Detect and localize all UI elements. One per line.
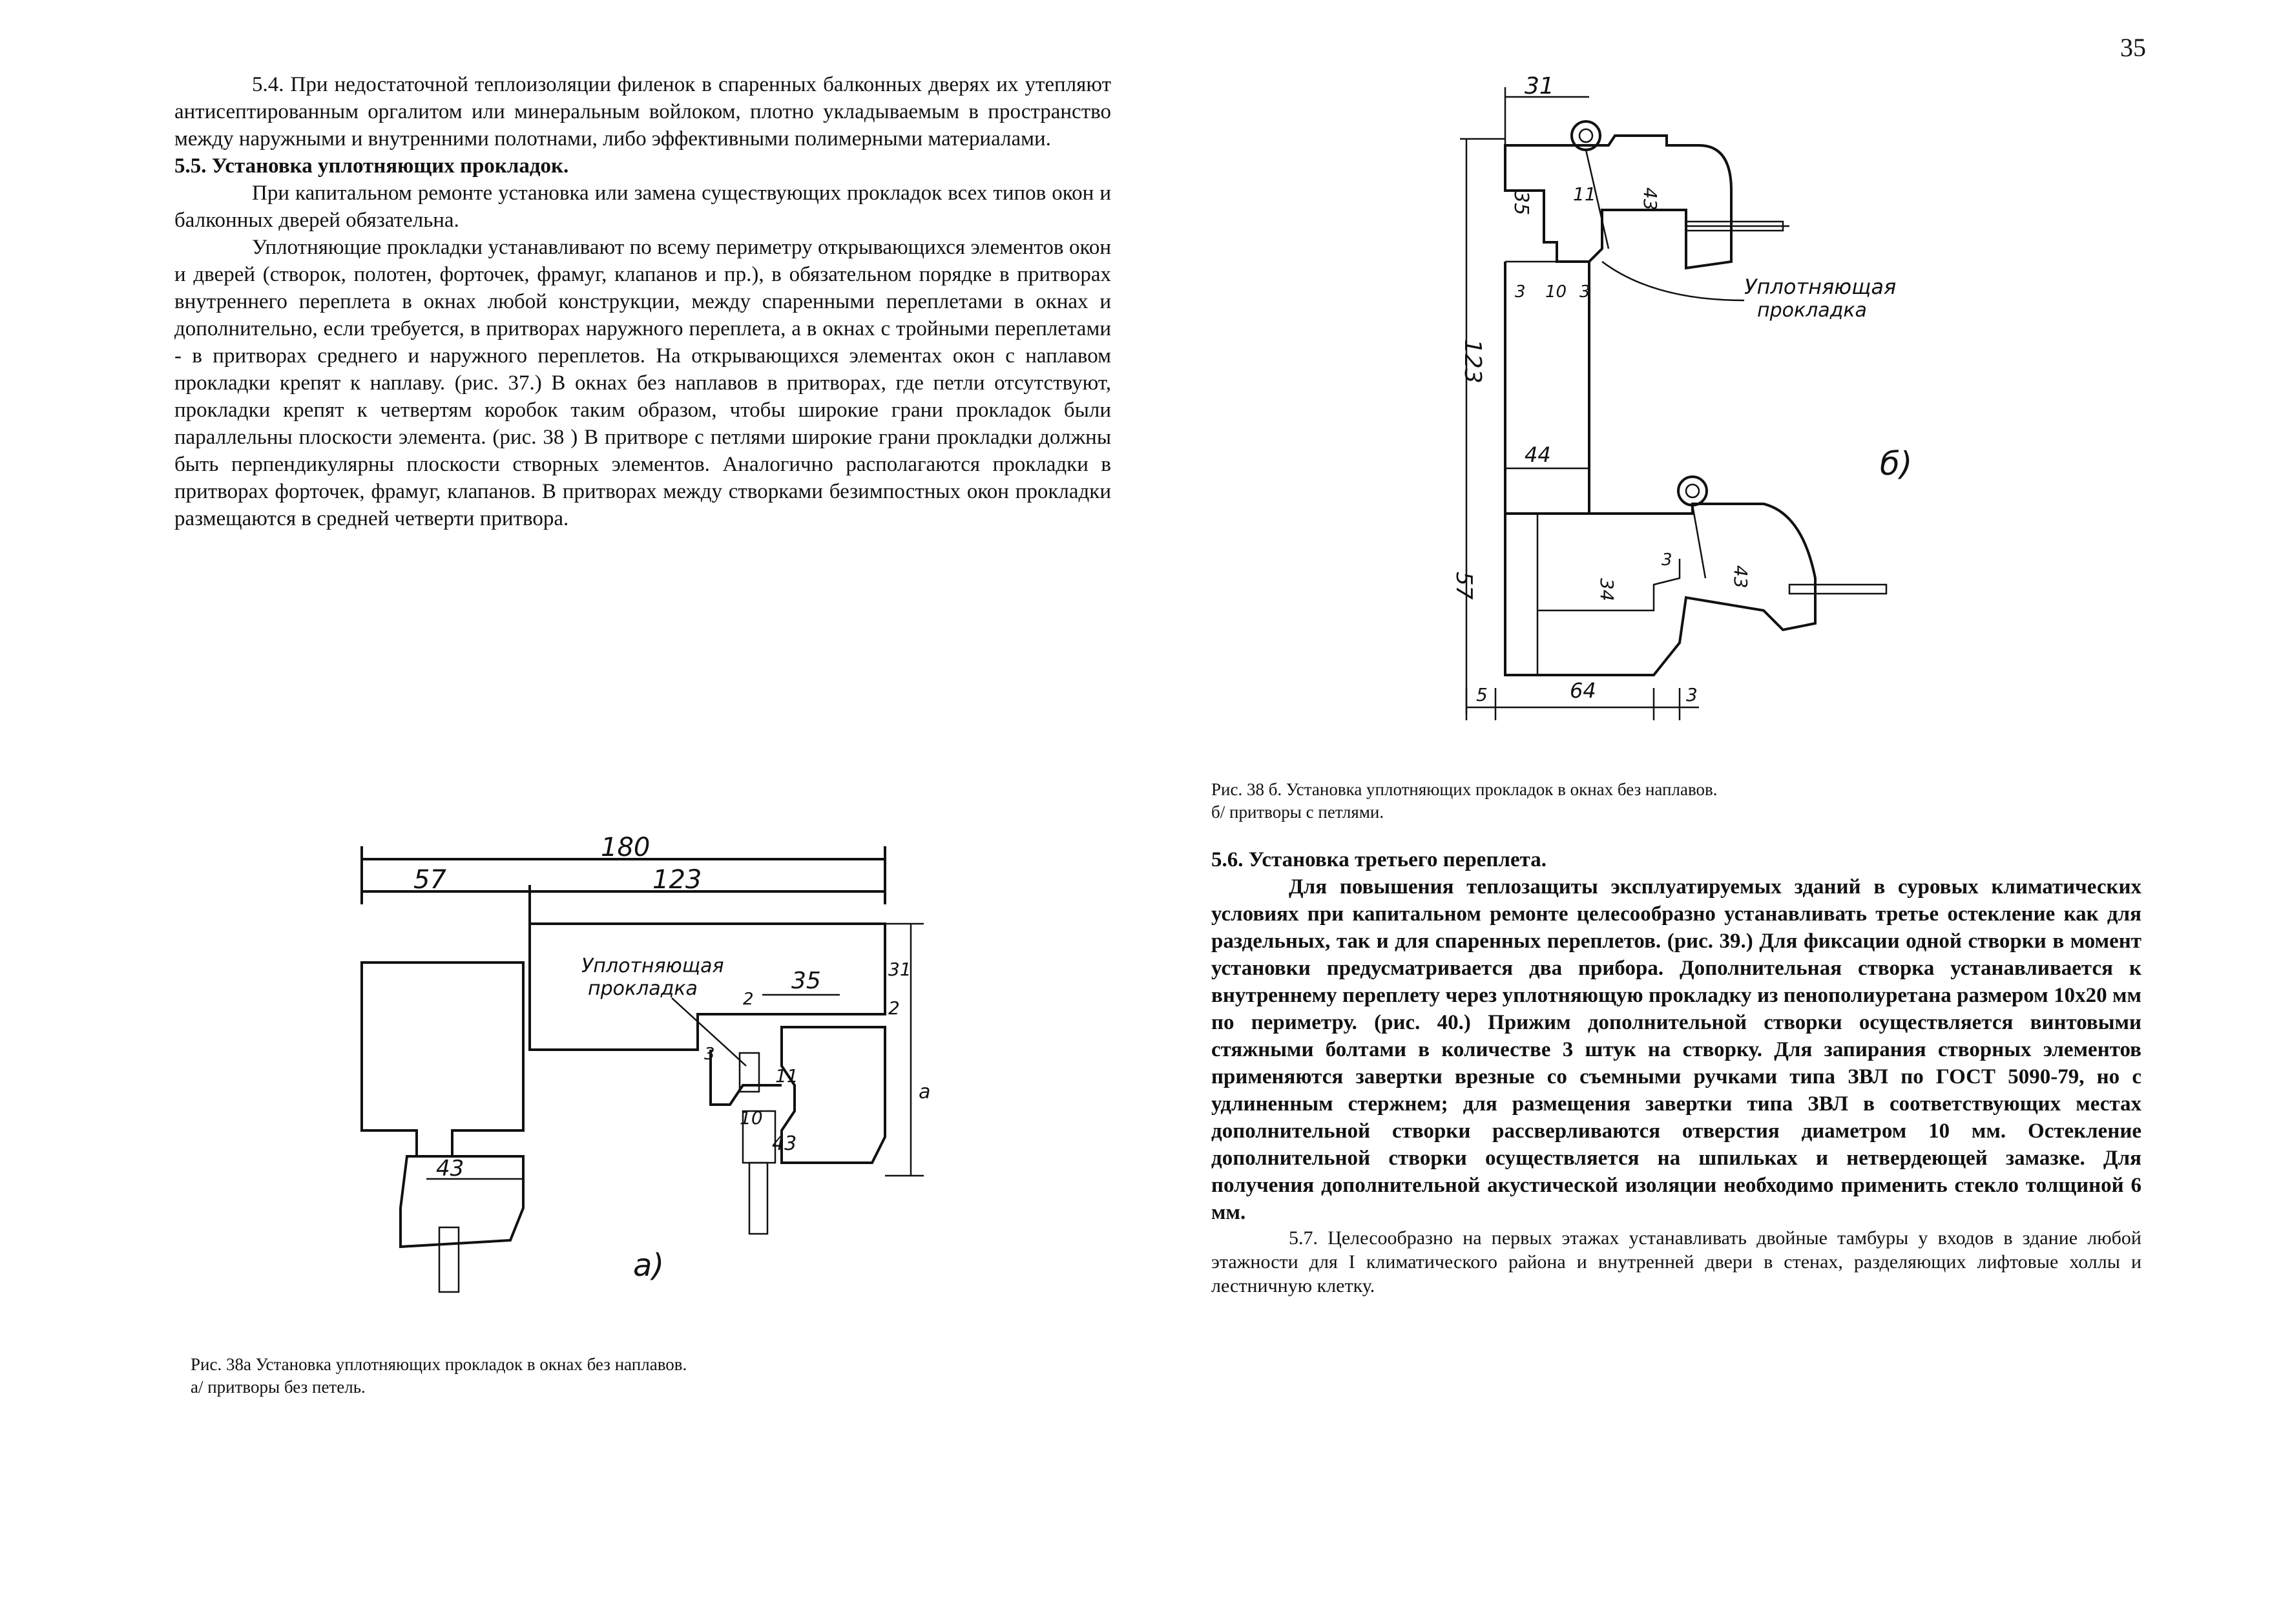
- figure-b-caption-line1: Рис. 38 б. Установка уплотняющих прокладок в окнах без наплавов.: [1211, 780, 1718, 799]
- seal-label-line1: Уплотняющая: [581, 955, 724, 977]
- dim-11-b: 11: [1573, 183, 1596, 205]
- dim-2-right: 2: [888, 997, 900, 1019]
- dim-3-left-b: 3: [1515, 282, 1526, 302]
- dim-a: a: [919, 1081, 931, 1103]
- figure-b-caption: [1211, 778, 2051, 824]
- page-number: 35: [2120, 33, 2146, 62]
- dim-3: 3: [704, 1045, 715, 1064]
- figure-a-caption-line1: Рис. 38а Установка уплотняющих прокладок в окнах без наплавов.: [191, 1355, 687, 1374]
- figure-a-letter: а): [633, 1247, 665, 1284]
- glass-right: [749, 1163, 767, 1234]
- dim-57: 57: [413, 865, 446, 895]
- dim-10: 10: [740, 1107, 763, 1129]
- seal-label-b-line1: Уплотняющая: [1744, 275, 1897, 299]
- dim-2: 2: [743, 990, 754, 1009]
- dim-5-b: 5: [1476, 684, 1488, 705]
- dim-43-right: 43: [772, 1132, 797, 1155]
- dim-43-bottom-b: 43: [1730, 565, 1751, 588]
- right-sash: [782, 1027, 885, 1163]
- figure-a-drawing: [349, 827, 982, 1318]
- glass-bottom-b: [1789, 585, 1886, 594]
- paragraph-5-7: 5.7. Целесообразно на первых этажах устанавливать двойные тамбуры у входов в здание любой этажности для I климатического района и внутренней двери в стенах, разделяющих лифтовые холлы и лестничную клетку.: [1211, 1227, 2141, 1296]
- left-frame: [362, 963, 523, 1156]
- dim-123: 123: [652, 865, 702, 895]
- dim-123-b: 123: [1459, 339, 1486, 384]
- dim-10-b: 10: [1545, 282, 1567, 302]
- paragraph-5-4: 5.4. При недостаточной теплоизоляции филенок в спаренных балконных дверях их утепляют антисептированным оргалитом или минеральным войлоком, плотно укладываемым в пространство между наружными и внутренними полотнами, либо эффективными полимерными материалами.: [174, 73, 1111, 151]
- paragraph-5-5-intro: При капитальном ремонте установка или замена существующих прокладок всех типов окон и балконных дверей обязательна.: [174, 182, 1111, 232]
- dim-44-b: 44: [1525, 442, 1551, 467]
- dim-43-top-b: 43: [1640, 187, 1661, 211]
- dim-31-b: 31: [1525, 73, 1554, 99]
- dim-43-left: 43: [436, 1156, 464, 1182]
- figure-a-caption-line2: а/ притворы без петель.: [191, 1377, 366, 1397]
- dim-31: 31: [888, 959, 911, 980]
- dim-57-b: 57: [1451, 572, 1477, 600]
- upper-sash-b: [1505, 136, 1731, 268]
- section-heading-5-5: 5.5. Установка уплотняющих прокладок.: [174, 154, 569, 178]
- paragraph-5-6: Для повышения теплозащиты эксплуатируемых зданий в суровых климатических условиях при капитальном ремонте целесообразно устанавливать третье остекление как для раздельных, так и для спаренных переплетов. (рис. 39.) Для фиксации одной створки в момент установки предусматривается два прибора. Дополнительная створка устанавливается к внутреннему переплету через уплотняющую прокладку из пенополиуретана размером 10х20 мм по периметру. (рис. 40.) Прижим дополнительной створки осуществляется винтовыми стяжными болтами в количестве 3 штук на створку. Для запирания створных элементов применяются завертки врезные со съемными ручками типа ЗВЛ по ГОСТ 5090-79, но с удлиненным стержнем; для размещения завертки типа ЗВЛ в соответствующих местах дополнительной створки рассверливаются отверстия диаметром 10 мм. Остекление дополнительной створки осуществляется на шпильках и нетвердеющей замазке. Для получения дополнительной акустической изоляции необходимо применить стекло толщиной 6 мм.: [1211, 875, 2141, 1224]
- seal-label-line2: прокладка: [588, 977, 698, 1000]
- rebate-right: [711, 1050, 782, 1105]
- dim-180: 180: [601, 833, 651, 862]
- figure-a-caption: [191, 1353, 933, 1399]
- lower-sash-b: [1505, 504, 1815, 675]
- section-heading-5-6: 5.6. Установка третьего переплета.: [1211, 848, 1547, 871]
- dim-35: 35: [791, 968, 821, 994]
- right-text-column: [1211, 846, 2141, 1298]
- seal-label-b-line2: прокладка: [1757, 299, 1867, 322]
- dim-3-bottom-b: 3: [1686, 684, 1698, 705]
- figure-b-letter: б): [1880, 445, 1913, 483]
- dim-3-right-b: 3: [1579, 282, 1590, 302]
- figure-b-caption-line2: б/ притворы с петлями.: [1211, 802, 1384, 822]
- left-text-column: [174, 71, 1111, 532]
- dim-34-b: 34: [1596, 578, 1618, 601]
- dim-64-b: 64: [1570, 678, 1596, 703]
- paragraph-5-5-body: Уплотняющие прокладки устанавливают по всему периметру открывающихся элементов окон и дверей (створок, полотен, форточек, фрамуг, клапанов и пр.), в обязательном порядке в притворах внутреннего переплета в окнах любой конструкции, между спаренными переплетами в окнах и дополнительно, если требуется, в притворах наружного переплета, а в окнах с тройными переплетами - в притворах среднего и наружного переплетов. На открывающихся элементах окон с наплавом прокладки крепят к наплаву. (рис. 37.) В окнах без наплавов в притворах, где петли отсутствуют, прокладки крепят к четвертям коробок таким образом, чтобы широкие грани прокладок были параллельны плоскости элемента. (рис. 38 ) В притворе с петлями широкие грани прокладки должны быть перпендикулярны плоскости створных элементов. Аналогично располагаются прокладки в притворах форточек, фрамуг, клапанов. В притворах между створками безимпостных окон прокладки размещаются в средней четверти притвора.: [174, 236, 1111, 530]
- glass-left: [439, 1227, 459, 1292]
- hinge-bottom: [1678, 477, 1707, 505]
- dim-3-mid-b: 3: [1661, 550, 1672, 570]
- figure-b-drawing: [1441, 68, 1970, 727]
- dim-11: 11: [775, 1065, 798, 1087]
- dim-35-b: 35: [1510, 191, 1532, 216]
